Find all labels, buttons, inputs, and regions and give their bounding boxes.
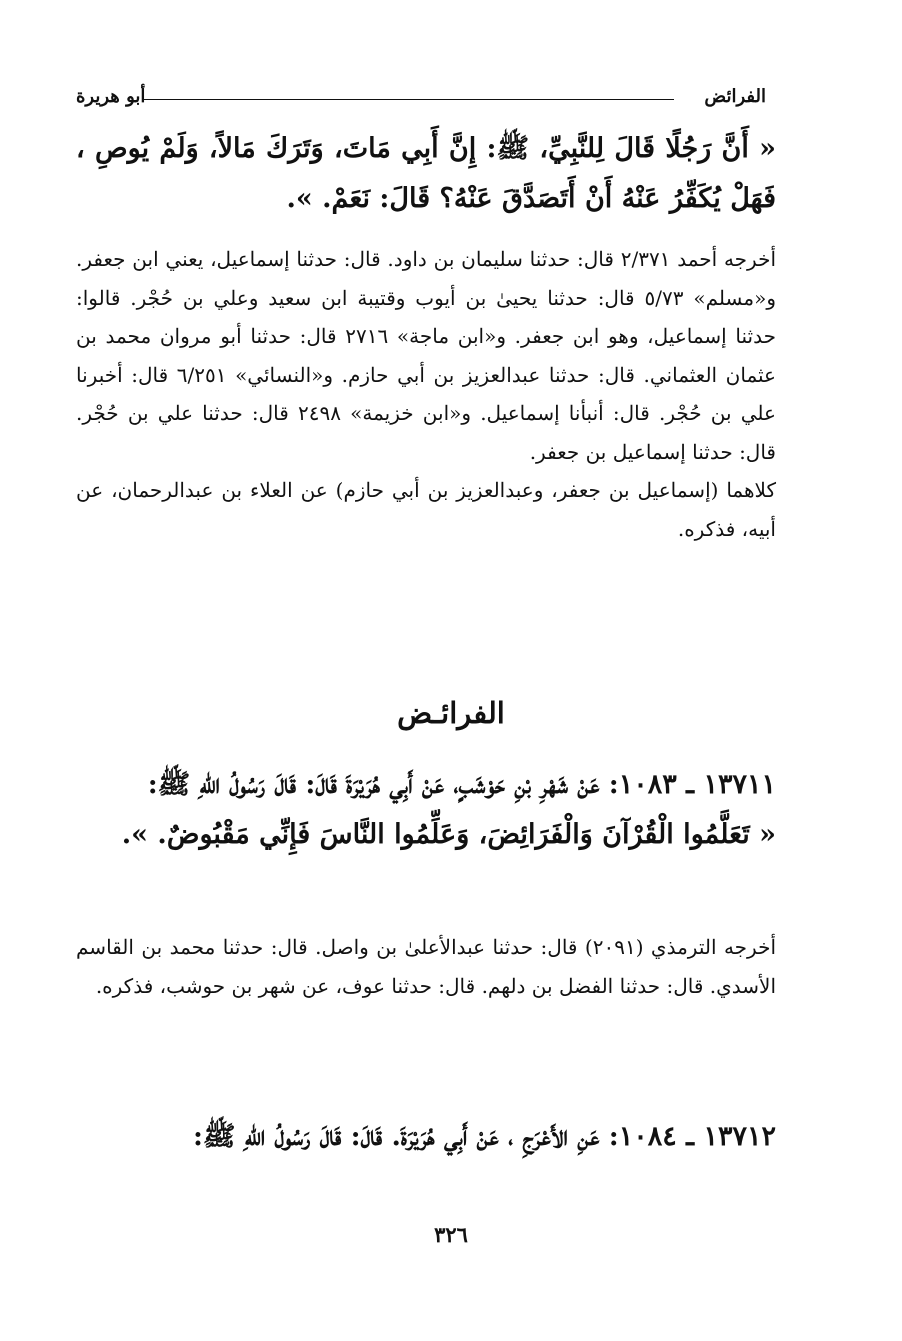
takhrij-1-paragraph-2: كلاهما (إسماعيل بن جعفر، وعبدالعزيز بن أبي حازم) عن العلاء بن عبدالرحمان، عن أبيه، فذكره.: [76, 478, 776, 541]
hadith-text-2: [76, 760, 776, 860]
hadith-3-text: ١٣٧١٢ ـ ١٠٨٤: عَنِ الأَعْرَجِ ، عَنْ أَبِي هُرَيْرَةَ. قَالَ: قَالَ رَسُولُ اللهِ ﷺ:: [192, 1121, 776, 1152]
hadith-2-matn: « تَعَلَّمُوا الْقُرْآنَ وَالْفَرَائِضَ، وَعَلِّمُوا النَّاسَ فَإِنِّي مَقْبُوضٌ. ».: [121, 819, 776, 850]
hadith-text-1: [76, 124, 776, 224]
narrator-title: أبو هريرة: [76, 86, 146, 107]
hadith-2-isnad: ١٣٧١١ ـ ١٠٨٣: عَنْ شَهْرِ بْنِ حَوْشَبٍ، عَنْ أَبِي هُرَيْرَةَ قَالَ: قَالَ رَسُولُ اللهِ ﷺ:: [147, 769, 776, 800]
hadith-text-3: [76, 1112, 776, 1162]
chapter-title: الفرائض: [704, 86, 766, 107]
hadith-1-text: « أَنَّ رَجُلًا قَالَ لِلنَّبِيِّ، ﷺ: إِنَّ أَبِي مَاتَ، وَتَرَكَ مَالاً، وَلَمْ يُوصِ ، فَهَلْ يُكَفِّرُ عَنْهُ أَنْ أَتَصَدَّقَ عَنْهُ؟ قَالَ: نَعَمْ. ».: [76, 133, 776, 214]
takhrij-2-text: أخرجه الترمذي (٢٠٩١) قال: حدثنا عبدالأعلىٰ بن واصل. قال: حدثنا محمد بن القاسم الأسدي. قال: حدثنا الفضل بن دلهم. قال: حدثنا عوف، عن شهر بن حوشب، فذكره.: [76, 935, 776, 998]
running-header: [76, 86, 766, 116]
takhrij-1-paragraph-1: أخرجه أحمد ٢/٣٧١ قال: حدثنا سليمان بن داود. قال: حدثنا إسماعيل، يعني ابن جعفر. و«مسلم» ٥/٧٣ قال: حدثنا يحيىٰ بن أيوب وقتيبة ابن سعيد وعلي بن حُجْر. قالوا: حدثنا إسماعيل، وهو ابن جعفر. و«ابن ماجة» ٢٧١٦ قال: حدثنا أبو مروان محمد بن عثمان العثماني. قال: حدثنا عبدالعزيز بن أبي حازم. و«النسائي» ٦/٢٥١ قال: أخبرنا علي بن حُجْر. قال: أنبأنا إسماعيل. و«ابن خزيمة» ٢٤٩٨ قال: حدثنا علي بن حُجْر. قال: حدثنا إسماعيل بن جعفر.: [76, 247, 777, 464]
takhrij-1: [76, 240, 776, 548]
header-rule: [144, 99, 674, 100]
section-title: الفرائـض: [397, 696, 505, 730]
takhrij-2: [76, 928, 776, 1005]
page-number: ٣٢٦: [434, 1222, 468, 1247]
